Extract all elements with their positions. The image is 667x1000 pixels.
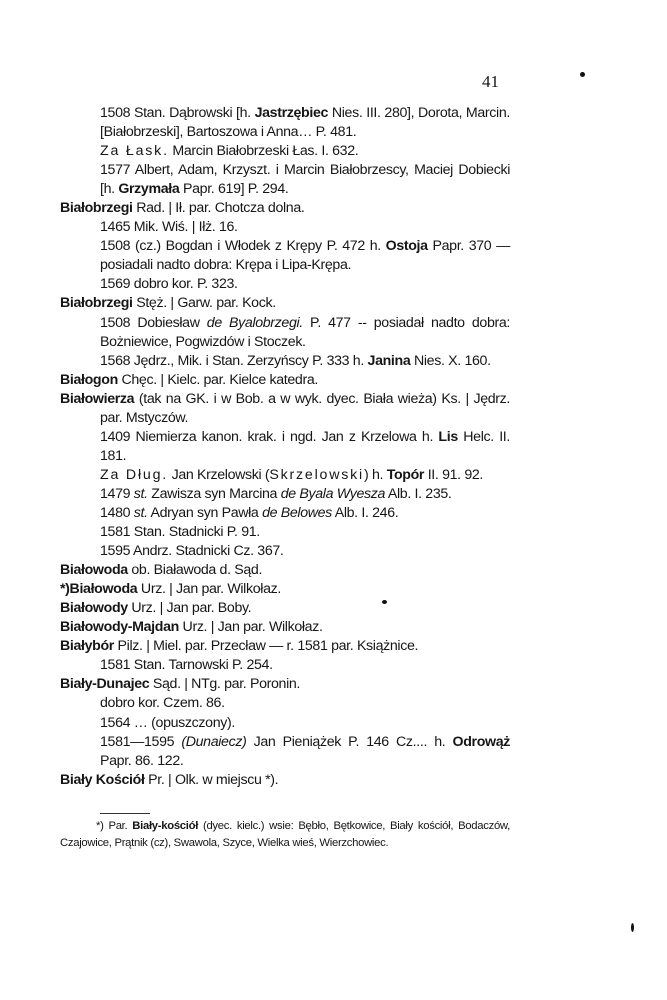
entry-line: Za Łask. Marcin Białobrzeski Łas. I. 632. — [100, 143, 359, 160]
ink-speck — [580, 72, 585, 77]
page-number: 41 — [482, 72, 499, 91]
dictionary-text — [60, 104, 510, 790]
entry-bialowoda-sad: Białowoda ob. Białawoda d. Sąd. — [60, 562, 263, 579]
footnote-rule — [100, 813, 150, 814]
entry-line: 1595 Andrz. Stadnicki Cz. 367. — [100, 543, 284, 560]
entry-bialowody: Białowody Urz. | Jan par. Boby. — [60, 600, 252, 617]
entry-bialybor: Białybór Pilz. | Miel. par. Przecław — r. 1581 par. Książnice. — [60, 638, 419, 655]
entry-line: 1480 st. Adryan syn Pawła de Belowes Alb. I. 246. — [100, 504, 399, 521]
entry-line: 1564 … (opuszczony). — [100, 714, 235, 731]
entry-bialogon: Białogon Chęc. | Kielc. par. Kielce katedra. — [60, 371, 318, 388]
entry-line: 1508 Stan. Dąbrowski [h. Jastrzębiec Nies. III. 280], Dorota, Marcin. [Białobrzeski], Bartoszowa i Anna… P. 481. — [100, 105, 510, 141]
entry-bialy-kosciol: Biały Kościół Pr. | Olk. w miejscu *). — [60, 771, 279, 788]
entry-bialobrzegi-rad: Białobrzegi Rad. | Ił. par. Chotcza dolna. — [60, 200, 305, 217]
entry-line: 1581—1595 (Dunaiecz) Jan Pieniążek P. 146 Cz.... h. Odrowąż Papr. 86. 122. — [100, 733, 510, 769]
entry-line: 1508 Dobiesław de Byalobrzegi. P. 477 -- posiadał nadto dobra: Bożniewice, Pogwizdów i Stoczek. — [100, 314, 510, 350]
entry-line: 1569 dobro kor. P. 323. — [100, 276, 238, 293]
entry-line: dobro kor. Czem. 86. — [100, 695, 225, 712]
entry-line: 1568 Jędrz., Mik. i Stan. Zerzyńscy P. 333 h. Janina Nies. X. 160. — [100, 352, 491, 369]
entry-bialowoda-urz: *)Białowoda Urz. | Jan par. Wilkołaz. — [60, 581, 281, 598]
entry-bialowierza: Białowierza (tak na GK. i w Bob. a w wyk. dyec. Biała wieża) Ks. | Jędrz. par. Mstyczów. — [60, 390, 510, 426]
entry-line: Za Dług. Jan Krzelowski (Skrzelowski) h. Topór II. 91. 92. — [100, 466, 484, 483]
entry-bialobrzegi-stez: Białobrzegi Stęż. | Garw. par. Kock. — [60, 295, 276, 312]
entry-bialy-dunajec: Biały-Dunajec Sąd. | NTg. par. Poronin. — [60, 676, 301, 693]
entry-line: 1409 Niemierza kanon. krak. i ngd. Jan z Krzelowa h. Lis Helc. II. 181. — [100, 428, 510, 464]
entry-line: 1465 Mik. Wiś. | Iłż. 16. — [100, 219, 238, 236]
entry-line: 1581 Stan. Tarnowski P. 254. — [100, 657, 273, 674]
entry-line: 1479 st. Zawisza syn Marcina de Byala Wyesza Alb. I. 235. — [100, 485, 452, 502]
footnote — [60, 818, 510, 852]
entry-line: 1577 Albert, Adam, Krzyszt. i Marcin Białobrzescy, Maciej Dobiecki [h. Grzymała Papr. 619] P. 294. — [100, 162, 510, 198]
ink-speck — [631, 923, 634, 932]
entry-line: 1581 Stan. Stadnicki P. 91. — [100, 524, 260, 541]
entry-line: 1508 (cz.) Bogdan i Włodek z Krępy P. 472 h. Ostoja Papr. 370 — posiadali nadto dobra: Krępa i Lipa-Krępa. — [100, 238, 510, 274]
entry-bialowody-majdan: Białowody-Majdan Urz. | Jan par. Wilkołaz. — [60, 619, 323, 636]
footnote-text: *) Par. Biały-kościół (dyec. kielc.) wsie: Bębło, Bętkowice, Biały kościół, Bodaczów, Czajowice, Prątnik (cz), Swawola, Szyce, Wielka wieś, Wierzchowiec. — [60, 820, 510, 849]
